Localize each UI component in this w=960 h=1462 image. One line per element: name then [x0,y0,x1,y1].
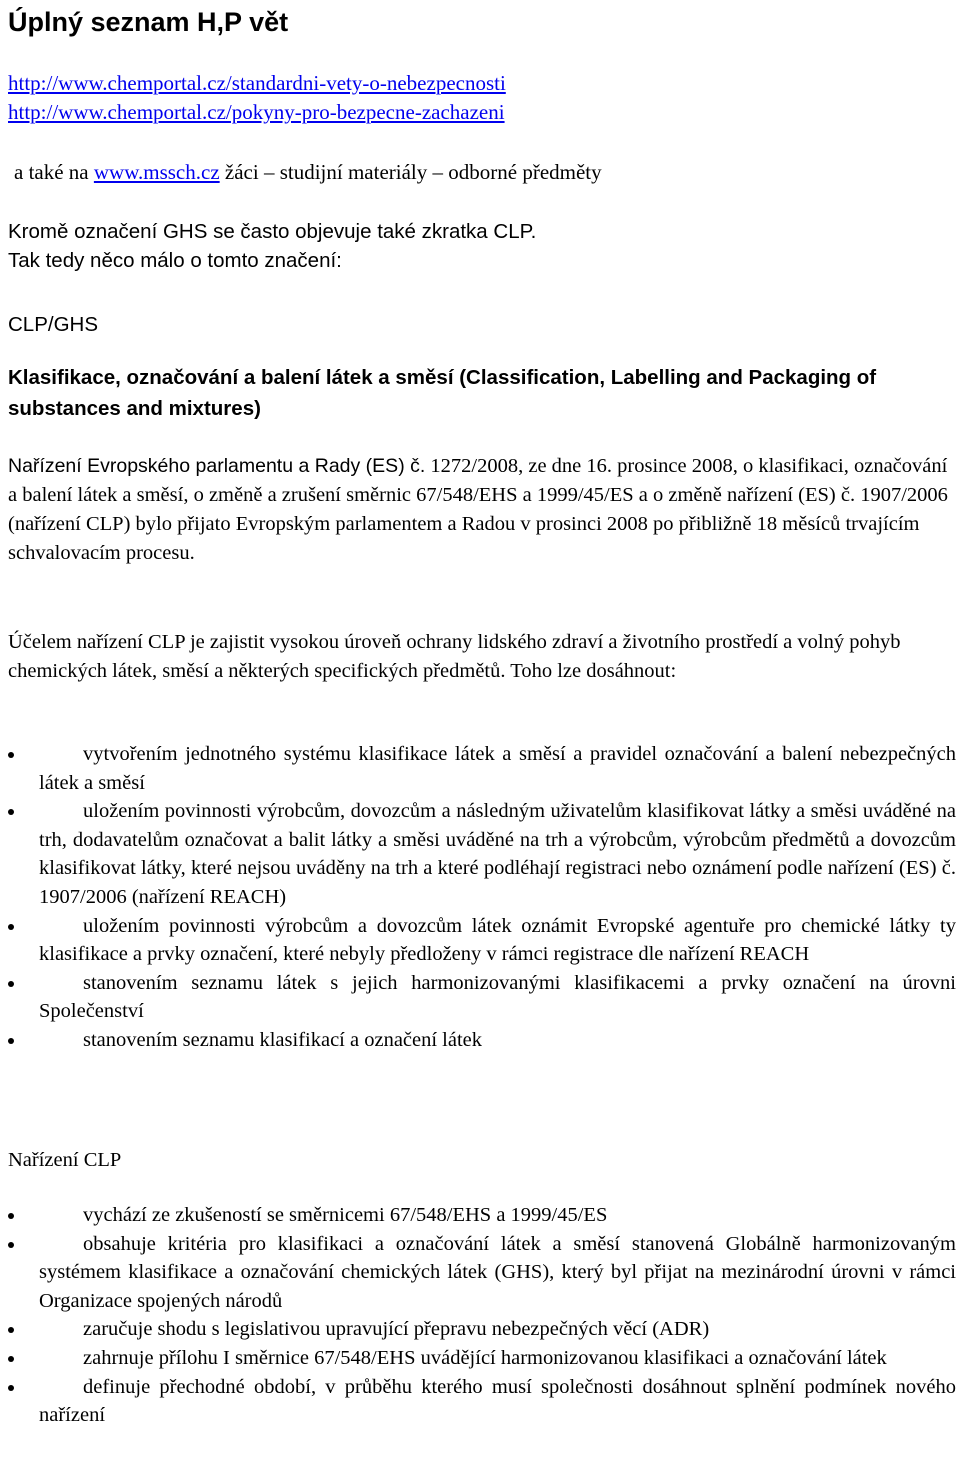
list-item [8,1373,956,1430]
list-item-text: definuje přechodné období, v průběhu kterého musí společnosti dosáhnout splnění podmínek nového nařízení [39,1375,956,1427]
list-item [8,797,956,911]
bullet-icon [8,752,14,758]
regulation-title-part: Nařízení Evropského parlamentu a Rady (ES) č. [8,455,426,477]
bullet-icon [8,924,14,930]
bullet-icon [8,1385,14,1391]
list-item-text: vychází ze zkušeností se směrnicemi 67/548/EHS a 1999/45/ES [83,1204,608,1226]
bullet-icon [8,1356,14,1362]
list-item-text: stanovením seznamu látek s jejich harmonizovanými klasifikacemi a prvky označení na úrovni Společenství [39,971,956,1023]
list-item-text: uložením povinnosti výrobcům, dovozcům a následným uživatelům klasifikovat látky a směsi uváděné na trh, dodavatelům označovat a balit látky a směsi uváděné na trh a výrobcům, výrobcům předmětů a dovozcům klasifikovat látky, které nejsou uváděny na trh a které podléhají registraci nebo oznámení podle nařízení (ES) č. 1907/2006 (nařízení REACH) [39,800,956,908]
also-suffix: žáci – studijní materiály – odborné předměty [219,160,602,184]
list-item-text: vytvořením jednotného systému klasifikace látek a směsí a pravidel označování a balení nebezpečných látek a směsí [39,743,956,794]
bullet-icon [8,1327,14,1333]
list-item [8,912,956,969]
list-item [8,1230,956,1316]
also-line [14,158,602,187]
intro-line-2: Tak tedy něco málo o tomto značení: [8,249,342,272]
list-item [8,1201,956,1230]
also-prefix: a také na [14,160,94,184]
list-item-text: zaručuje shodu s legislativou upravující přepravu nebezpečných věcí (ADR) [83,1318,710,1341]
bullet-icon [8,1213,14,1219]
page-title: Úplný seznam H,P vět [8,7,289,37]
regulation-paragraph [8,452,958,568]
list-item [8,1315,956,1344]
mssch-link[interactable]: www.mssch.cz [93,160,220,184]
list-item-text: obsahuje kritéria pro klasifikaci a označování látek a směsí stanovená Globálně harmonizovaným systémem klasifikace a označování chemických látek (GHS), který byl přijat na mezinárodní úrovni v rámci Organizace spojených národů [39,1232,956,1312]
list-item-text: stanovením seznamu klasifikací a označení látek [83,1028,483,1051]
list-item [8,969,956,1026]
intro-line-1: Kromě označení GHS se často objevuje také zkratka CLP. [8,220,537,243]
bullet-icon [8,981,14,987]
clp-ghs-heading: CLP/GHS [8,313,98,336]
list-item-text: zahrnuje přílohu I směrnice 67/548/EHS uvádějící harmonizovanou klasifikaci a označování látek [83,1346,887,1369]
bullet-icon [8,1242,14,1248]
bullet-icon [8,809,14,815]
classification-heading: Klasifikace, označování a balení látek a směsí (Classification, Labelling and Packaging of substances and mixtures) [8,366,877,420]
hazard-statements-link[interactable]: http://www.chemportal.cz/standardni-vety-o-nebezpecnosti [8,71,506,95]
link-line-2 [8,98,505,127]
list-item-text: uložením povinnosti výrobcům a dovozcům látek oznámit Evropské agentuře pro chemické látky ty klasifikace a prvky označení, které nebyly předloženy v rámci registrace dle nařízení REACH [39,914,956,966]
link-line-1 [8,69,506,98]
clp-section-heading: Nařízení CLP [8,1149,122,1171]
purpose-paragraph: Účelem nařízení CLP je zajistit vysokou úroveň ochrany lidského zdraví a životního prostředí a volný pohyb chemických látek, směsí a některých specifických předmětů. Toho lze dosáhnout: [8,631,901,682]
purpose-bullet-list [8,740,956,1055]
list-item [8,1344,956,1373]
clp-bullet-list [8,1201,956,1430]
bullet-icon [8,1038,14,1044]
regulation-text-part: 1272/2008, ze dne 16. prosince 2008, o klasifikaci, označování a balení látek a směsí, o změně a zrušení směrnic 67/548/EHS a 1999/45/ES a o změně nařízení (ES) č. 1907/2006 (nařízení CLP) bylo přijato Evropským parlamentem a Radou v prosinci 2008 po přibližně 18 měsíců trvajícím schvalovacím procesu. [8,455,948,564]
list-item [8,1026,956,1055]
list-item [8,740,956,797]
safe-handling-link[interactable]: http://www.chemportal.cz/pokyny-pro-bezpecne-zachazeni [8,100,505,124]
